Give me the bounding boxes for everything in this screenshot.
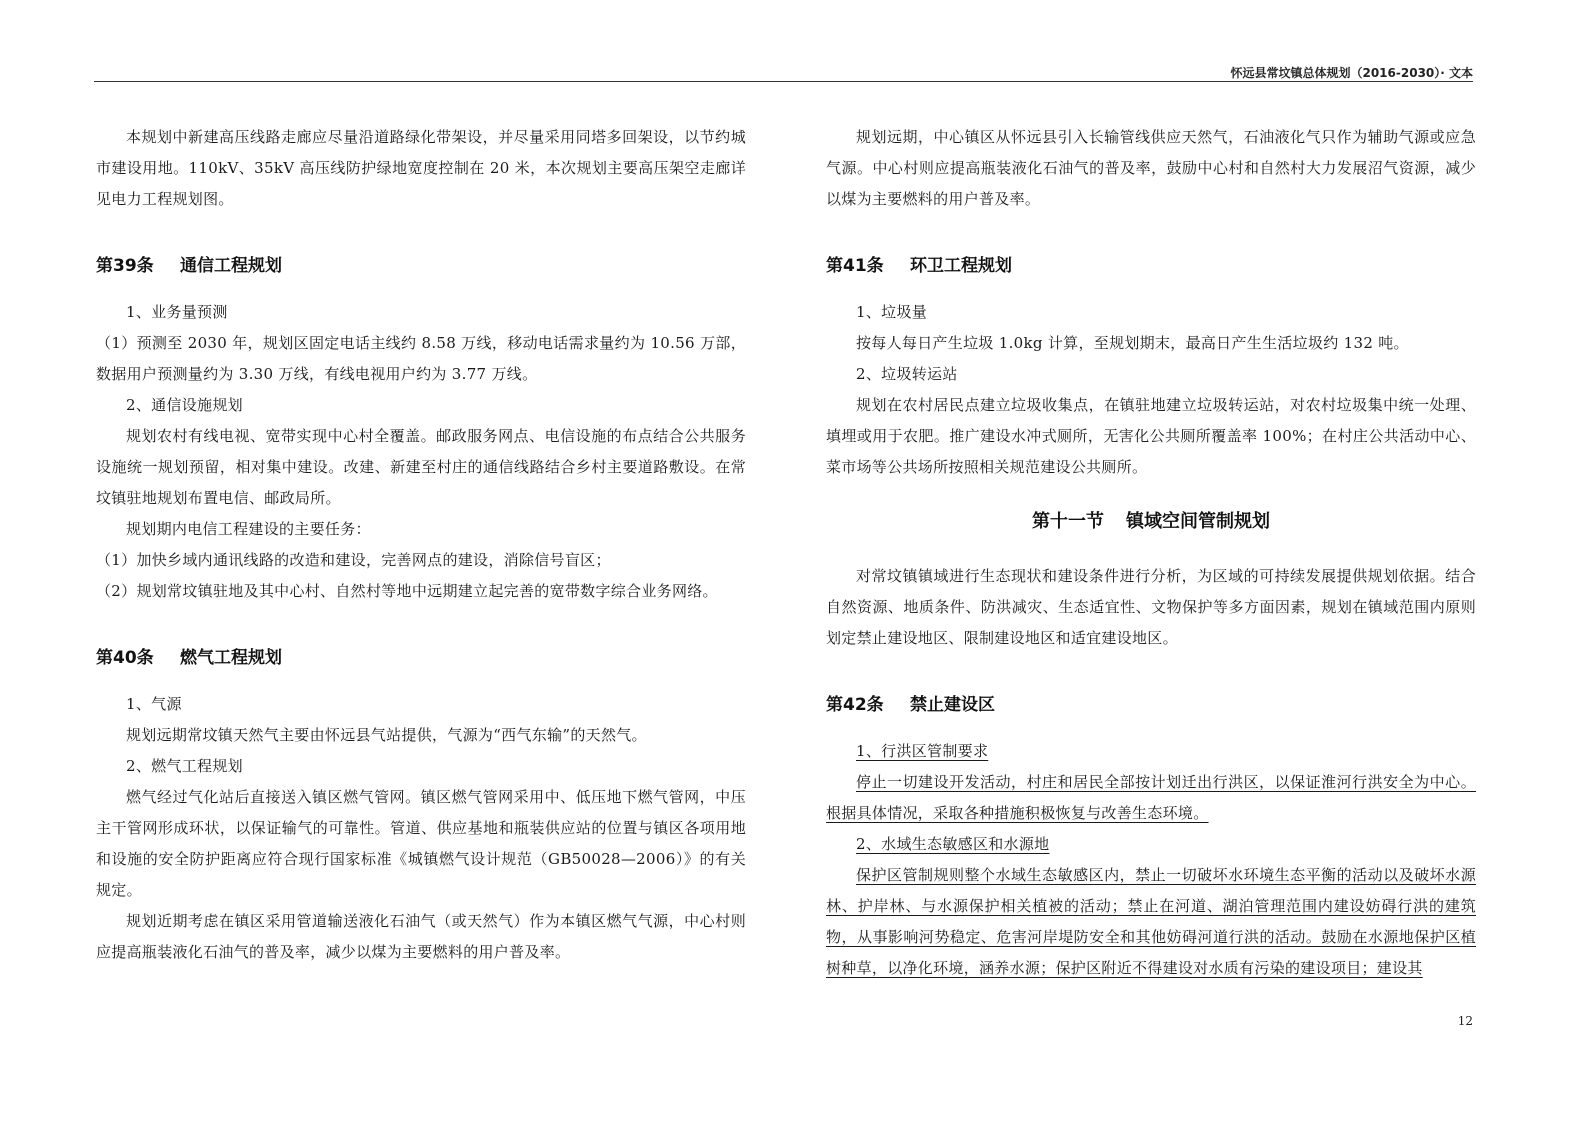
paragraph [826,860,1476,984]
article-heading-42 [826,686,1476,724]
paragraph: 规划在农村居民点建立垃圾收集点，在镇驻地建立垃圾转运站，对农村垃圾集中统一处理、填埋或用于农肥。推广建设水冲式厕所，无害化公共厕所覆盖率 100%；在村庄公共活动中心、菜市场等公共场所按照相关规范建设公共厕所。 [826,396,1476,476]
article-title: 燃气工程规划 [180,648,282,668]
subheading [826,829,1476,860]
article-heading-39 [96,247,746,285]
paragraph: 规划期内电信工程建设的主要任务： [126,520,371,538]
paragraph: 规划远期，中心镇区从怀远县引入长输管线供应天然气，石油液化气只作为辅助气源或应急气源。中心村则应提高瓶装液化石油气的普及率，鼓励中心村和自然村大力发展沼气资源，减少以煤为主要燃料的用户普及率。 [826,128,1476,208]
paragraph: 对常坟镇镇域进行生态现状和建设条件进行分析，为区域的可持续发展提供规划依据。结合自然资源、地质条件、防洪减灾、生态适宜性、文物保护等多方面因素，规划在镇域范围内原则划定禁止建设地区、限制建设地区和适宜建设地区。 [826,567,1476,647]
subheading: 1、业务量预测 [126,303,228,321]
paragraph: （1）预测至 2030 年，规划区固定电话主线约 8.58 万线，移动电话需求量约为 10.56 万部，数据用户预测量约为 3.30 万线，有线电视用户约为 3.77 万线。 [96,334,746,383]
subheading: 1、气源 [126,695,182,713]
paragraph: 规划农村有线电视、宽带实现中心村全覆盖。邮政服务网点、电信设施的布点结合公共服务设施统一规划预留，相对集中建设。改建、新建至村庄的通信线路结合乡村主要道路敷设。在常坟镇驻地规划布置电信、邮政局所。 [96,427,746,507]
list-item: （2）规划常坟镇驻地及其中心村、自然村等地中远期建立起完善的宽带数字综合业务网络。 [96,582,718,600]
paragraph: 按每人每日产生垃圾 1.0kg 计算，至规划期末，最高日产生生活垃圾约 132 吨。 [856,334,1409,352]
paragraph: 本规划中新建高压线路走廊应尽量沿道路绿化带架设，并尽量采用同塔多回架设，以节约城市建设用地。110kV、35kV 高压线防护绿地宽度控制在 20 米，本次规划主要高压架空走廊详见电力工程规划图。 [96,128,746,208]
underlined-text: 1、行洪区管制要求 [856,742,989,760]
paragraph: 规划远期常坟镇天然气主要由怀远县气站提供，气源为“西气东输”的天然气。 [126,726,647,744]
subheading: 2、通信设施规划 [126,396,243,414]
section-heading [826,503,1476,541]
paragraph [826,767,1476,829]
article-title: 环卫工程规划 [910,256,1012,276]
left-column [96,122,746,968]
underlined-text: 2、水域生态敏感区和水源地 [856,835,1050,853]
list-item: （1）加快乡域内通讯线路的改造和建设，完善网点的建设，消除信号盲区； [96,551,611,569]
article-heading-40 [96,639,746,677]
underlined-text: 停止一切建设开发活动，村庄和居民全部按计划迁出行洪区，以保证淮河行洪安全为中心。根据具体情况，采取各种措施积极恢复与改善生态环境。 [826,773,1476,822]
article-title: 禁止建设区 [910,695,995,715]
subheading: 1、垃圾量 [856,303,928,321]
subheading [826,736,1476,767]
subheading: 2、燃气工程规划 [126,757,243,775]
right-column [826,122,1476,984]
paragraph: 规划近期考虑在镇区采用管道输送液化石油气（或天然气）作为本镇区燃气气源，中心村则应提高瓶装液化石油气的普及率，减少以煤为主要燃料的用户普及率。 [96,912,746,961]
paragraph: 燃气经过气化站后直接送入镇区燃气管网。镇区燃气管网采用中、低压地下燃气管网，中压主干管网形成环状，以保证输气的可靠性。管道、供应基地和瓶装供应站的位置与镇区各项用地和设施的安全防护距离应符合现行国家标准《城镇燃气设计规范（GB50028—2006）》的有关规定。 [96,788,746,899]
article-title: 通信工程规划 [180,256,282,276]
article-number: 第42条 [826,695,884,715]
document-header-title: 怀远县常坟镇总体规划（2016-2030）· 文本 [1230,66,1473,80]
subheading: 2、垃圾转运站 [856,365,958,383]
article-number: 第41条 [826,256,884,276]
section-title: 镇域空间管制规划 [1126,511,1270,532]
article-number: 第39条 [96,256,154,276]
header-divider [94,81,1473,82]
underlined-text: 保护区管制规则整个水域生态敏感区内，禁止一切破坏水环境生态平衡的活动以及破坏水源林、护岸林、与水源保护相关植被的活动；禁止在河道、湖泊管理范围内建设妨碍行洪的建筑物，从事影响河势稳定、危害河岸堤防安全和其他妨碍河道行洪的活动。鼓励在水源地保护区植树种草，以净化环境，涵养水源；保护区附近不得建设对水质有污染的建设项目；建设其 [826,866,1476,977]
article-number: 第40条 [96,648,154,668]
page-number: 12 [1457,1014,1473,1028]
article-heading-41 [826,247,1476,285]
section-number: 第十一节 [1032,511,1104,532]
